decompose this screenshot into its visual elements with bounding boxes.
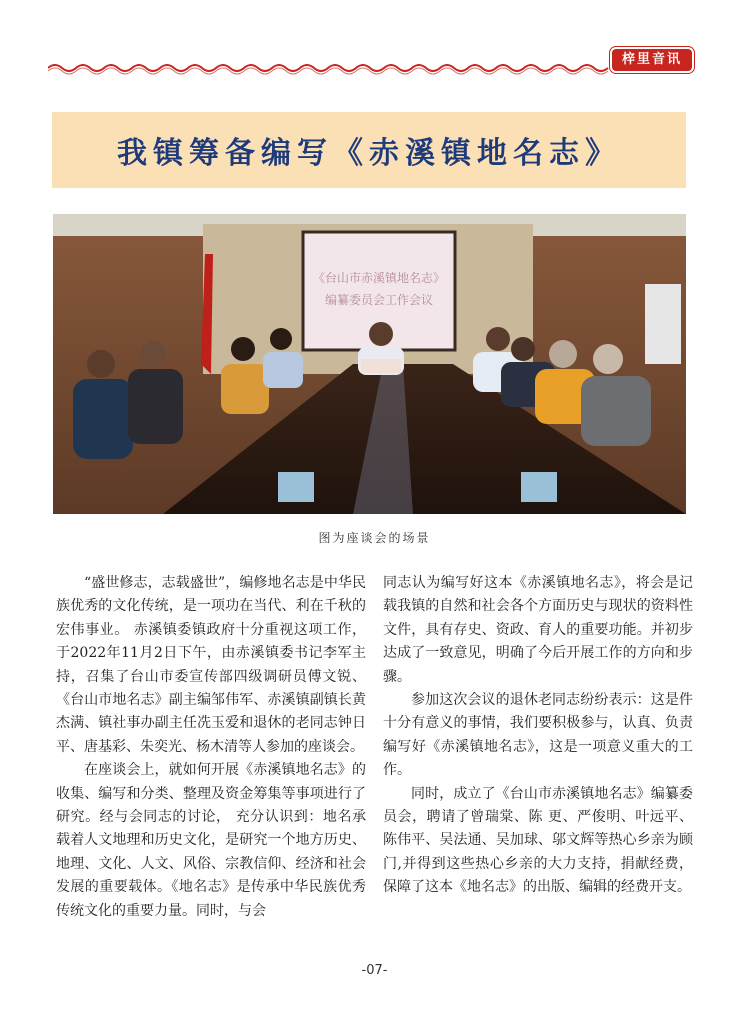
screen-text-line2: 编纂委员会工作会议: [324, 293, 434, 307]
meeting-photo-illustration: [53, 214, 686, 514]
screen-text-line1: 《台山市赤溪镇地名志》: [312, 271, 446, 285]
meeting-photo: [53, 214, 686, 514]
title-band: [52, 112, 686, 188]
photo-caption: 图为座谈会的场景: [318, 531, 431, 545]
article-title: 我镇筹备编写《赤溪镇地名志》: [117, 136, 621, 171]
page-number: -07-: [361, 963, 388, 978]
article-column-right: [383, 572, 693, 900]
paragraph: “盛世修志，志载盛世”，编修地名志是中华民族优秀的文化传统，是一项功在当代、利在千秋的宏伟事业。 赤溪镇委镇政府十分重视这项工作，于2022年11月2日下午，由赤溪镇委书记李军主持，召集了台山市委宣传部四级调研员傅文锐、《台山市地名志》副主编邹伟军、赤溪镇副镇长黄杰满、镇社事办副主任冼玉爱和退休的老同志钟日平、唐基彩、朱奕光、杨木清等人参加的座谈会。: [56, 575, 366, 755]
article-column-left: [56, 572, 366, 923]
paragraph: 在座谈会上，就如何开展《赤溪镇地名志》的收集、编写和分类、整理及资金筹集等事项进行了研究。经与会同志的讨论， 充分认识到：地名承载着人文地理和历史文化，是研究一个地方历史、地理、文化、人文、风俗、宗教信仰、经济和社会发展的重要载体。《地名志》是传承中华民族优秀传统文化的重要力量。同时，与会: [56, 762, 366, 919]
section-badge: 梓里音讯: [612, 49, 692, 71]
paragraph: 参加这次会议的退休老同志纷纷表示：这是件十分有意义的事情，我们要积极参与，认真、负责编写好《赤溪镇地名志》，这是一项意义重大的工作。: [383, 692, 693, 779]
paragraph: 同时，成立了《台山市赤溪镇地名志》编纂委员会，聘请了曾瑞棠、陈 更、严俊明、叶远平、陈伟平、吴法通、吴加球、邬文辉等热心乡亲为顾门,并得到这些热心乡亲的大力支持，捐献经费，保障了这本《地名志》的出版、编辑的经费开支。: [383, 785, 693, 896]
header-wave-divider: [48, 60, 611, 76]
paragraph-continuation: 同志认为编写好这本《赤溪镇地名志》，将会是记载我镇的自然和社会各个方面历史与现状的资料性文件，具有存史、资政、育人的重要功能。并初步达成了一致意见，明确了今后开展工作的方向和步骤。: [383, 575, 693, 685]
